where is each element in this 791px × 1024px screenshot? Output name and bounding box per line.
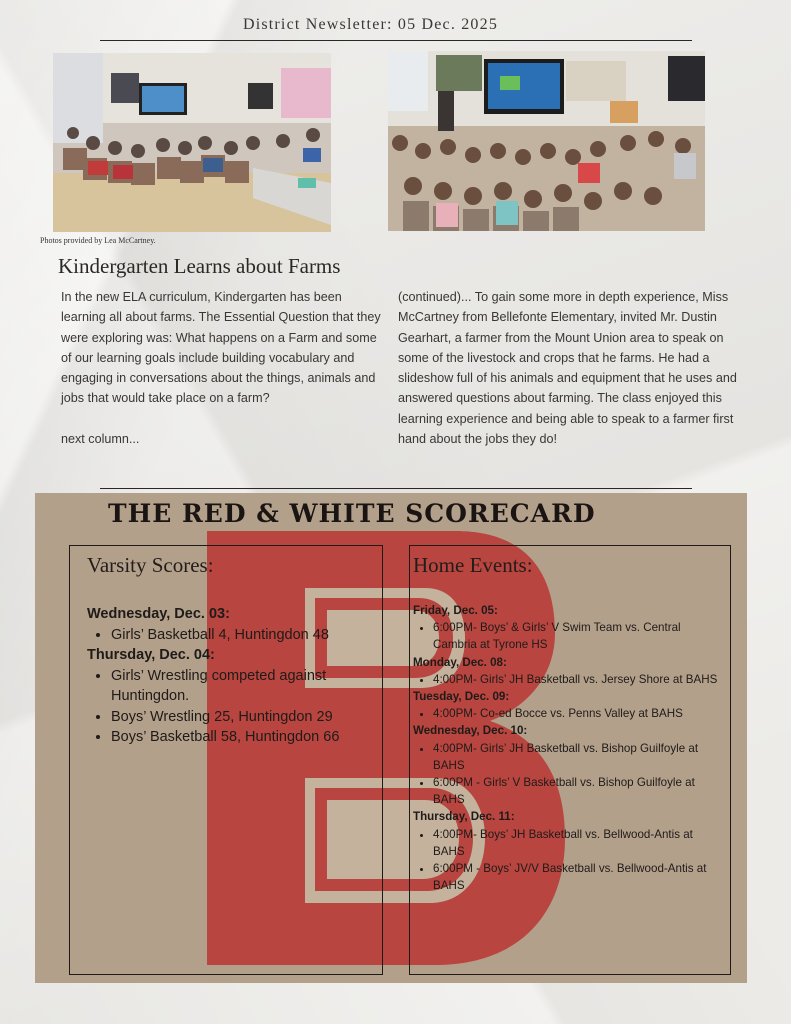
varsity-heading: Varsity Scores: [87, 553, 214, 577]
article-text-left: In the new ELA curriculum, Kindergarten has been learning all about farms. The Essential Question that they were exploring was: What happens on a Farm and some of our learning goals include building vocabulary and engaging in conversations about the things, animals and jobs that would take place on a farm? [61, 290, 381, 406]
varsity-day: Wednesday, Dec. 03: [87, 606, 230, 622]
article-column-left [61, 287, 386, 449]
event-item: • 4:00PM- Boys’ JH Basketball vs. Bellwood-Antis at BAHS [433, 826, 723, 860]
photo-credit: Photos provided by Lea McCartney. [40, 236, 156, 245]
event-item: • 6:00PM- Boys’ & Girls’ V Swim Team vs. Central Cambria at Tyrone HS [433, 619, 723, 653]
home-events-box [409, 545, 731, 975]
event-day: Monday, Dec. 08: [413, 655, 507, 669]
article-title: Kindergarten Learns about Farms [58, 254, 341, 278]
varsity-result: • Boys’ Basketball 58, Huntingdon 66 [111, 727, 377, 748]
event-day: Friday, Dec. 05: [413, 604, 498, 617]
event-item: • 6:00PM - Girls’ V Basketball vs. Bishop Guilfoyle at BAHS [433, 774, 723, 808]
event-item: • 6:00PM - Boys’ JV/V Basketball vs. Bellwood-Antis at BAHS [433, 860, 723, 894]
event-day: Tuesday, Dec. 09: [413, 690, 510, 704]
varsity-result: • Boys’ Wrestling 25, Huntingdon 29 [111, 707, 377, 728]
varsity-result: • Girls’ Wrestling competed against Huntingdon. [111, 666, 377, 707]
varsity-day: Thursday, Dec. 04: [87, 647, 215, 663]
varsity-scores-box [69, 545, 383, 975]
varsity-list [87, 604, 377, 748]
article-text-right: (continued)... To gain some more in depth experience, Miss McCartney from Bellefonte Elementary, invited Mr. Dustin Gearhart, a farmer from the Mount Union area to speak on some of the livestock and crops that he farms. He had a slideshow full of his animals and equipment that he uses and answered questions about farming. The class enjoyed this learning experience and being able to speak to a farmer first hand about the jobs they do! [398, 290, 737, 447]
section-rule [100, 488, 692, 489]
classroom-photo-right [388, 51, 705, 231]
home-events-heading: Home Events: [413, 553, 533, 577]
home-events-list [413, 602, 723, 894]
event-item: • 4:00PM- Co-ed Bocce vs. Penns Valley at BAHS [433, 705, 723, 722]
scorecard-title: THE RED & WHITE SCORECARD [108, 499, 596, 528]
next-column-note: next column... [61, 431, 140, 446]
classroom-photo-left [53, 53, 331, 232]
event-item: • 4:00PM- Girls’ JH Basketball vs. Bishop Guilfoyle at BAHS [433, 740, 723, 774]
article-column-right [398, 287, 744, 449]
varsity-result: • Girls’ Basketball 4, Huntingdon 48 [111, 625, 377, 646]
header-rule [100, 40, 692, 41]
newsletter-header: District Newsletter: 05 Dec. 2025 [242, 16, 499, 33]
event-day: Wednesday, Dec. 10: [413, 724, 528, 738]
event-day: Thursday, Dec. 11: [413, 810, 515, 824]
event-item: • 4:00PM- Girls’ JH Basketball vs. Jersey Shore at BAHS [433, 671, 723, 688]
